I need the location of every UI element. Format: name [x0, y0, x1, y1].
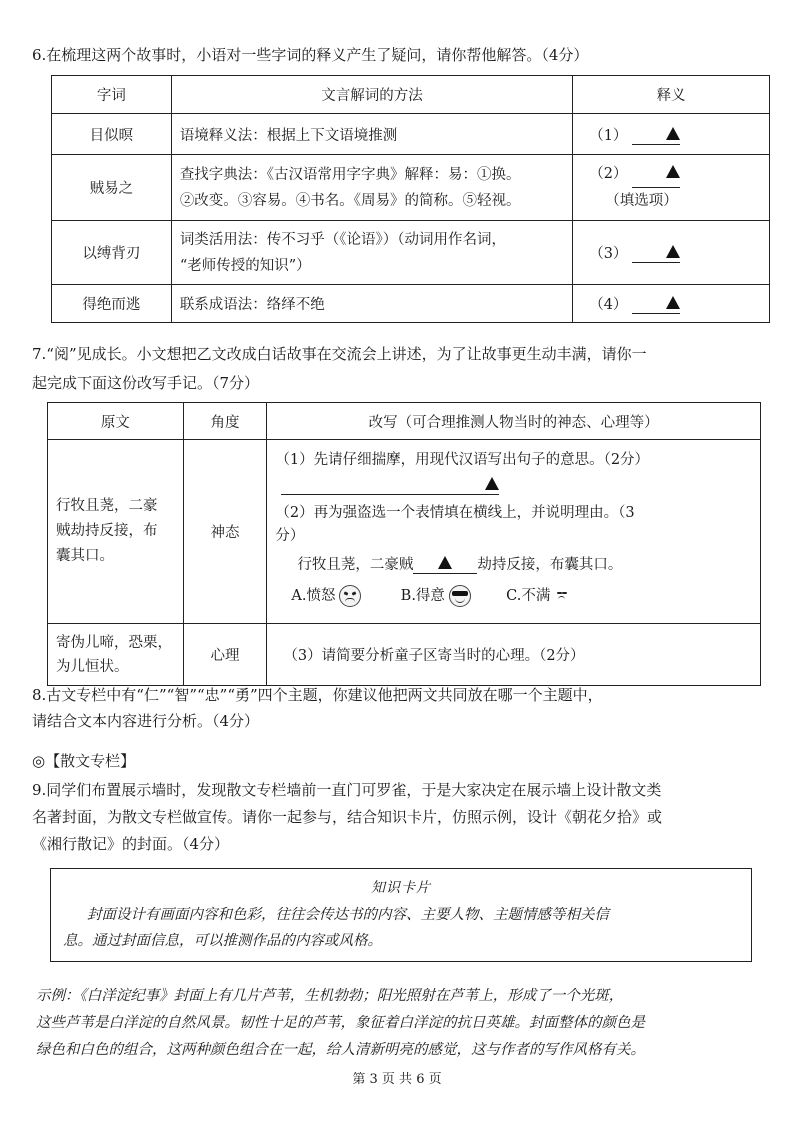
option-label: B.得意: [400, 588, 445, 604]
example-line1: 示例：《白洋淀纪事》封面上有几片芦苇，生机勃勃；阳光照射在芦苇上，形成了一个光斑，: [36, 988, 624, 1004]
q7-options: [275, 584, 752, 607]
original-text: 行牧且荛，二豪: [56, 498, 158, 514]
q7-prompt-line2: 起完成下面这份改写手记。（7分）: [32, 374, 260, 392]
table-row: [52, 114, 770, 155]
knowledge-card-line1: 封面设计有画面内容和色彩，往往会传达书的内容、主要人物、主题情感等相关信: [87, 907, 609, 923]
page-footer: 第 3 页 共 6 页: [352, 1072, 442, 1087]
sentence-after: 劫持反接，布囊其口。: [477, 557, 623, 573]
method-text: 词类活用法：传不习乎（《论语》）（动词用作名词，: [179, 231, 507, 248]
triangle-icon: [666, 245, 680, 258]
knowledge-card-line2: 息。通过封面信息，可以推测作品的内容或风格。: [63, 933, 382, 949]
answer-blank[interactable]: [632, 296, 680, 314]
section-heading: ◎【散文专栏】: [32, 752, 136, 770]
example-line2: 这些芦苇是白洋淀的自然风景。韧性十足的芦苇，象征着白洋淀的抗日英雄。封面整体的颜色是: [36, 1015, 645, 1031]
q7-angle-1: 神态: [183, 440, 267, 624]
q7-item2-line1: （2）再为强盗选一个表情填在横线上，并说明理由。（3: [275, 505, 635, 521]
q9-line3: 《湘行散记》的封面。（4分）: [32, 835, 230, 853]
q7-item1-answer-line[interactable]: [281, 477, 499, 495]
q7-header-original: 原文: [48, 403, 184, 440]
q6-answer-4: [573, 285, 770, 323]
answer-number: （3）: [589, 246, 628, 262]
q9-line2: 名著封面，为散文专栏做宣传。请你一起参与，结合知识卡片，仿照示例，设计《朝花夕拾》或: [32, 808, 663, 826]
answer-note: （填选项）: [605, 193, 678, 209]
q6-word-2: 贼易之: [52, 155, 172, 221]
example-line3: 绿色和白色的组合，这两种颜色组合在一起，给人清新明亮的感觉，这与作者的写作风格有关。: [36, 1042, 645, 1058]
triangle-icon: [485, 477, 499, 490]
option-c[interactable]: [506, 588, 570, 604]
option-a[interactable]: [291, 588, 361, 604]
q7-table: [47, 402, 761, 686]
triangle-icon: [666, 127, 680, 140]
q6-header-meaning: 释义: [573, 76, 770, 114]
knowledge-card: [50, 868, 752, 962]
table-row: [52, 221, 770, 285]
expression-blank[interactable]: [413, 556, 477, 574]
table-row: [48, 624, 761, 686]
answer-blank[interactable]: [632, 161, 680, 188]
q7-item3: （3）请简要分析童子区寄当时的心理。（2分）: [267, 624, 761, 686]
smug-face-icon: [449, 585, 471, 607]
q6-prompt: 6.在梳理这两个故事时，小语对一些字词的释义产生了疑问，请你帮他解答。（4分）: [32, 46, 589, 64]
unhappy-face-icon: [554, 588, 570, 604]
q7-original-2: [48, 624, 184, 686]
q6-method-1: [171, 114, 572, 155]
original-text: 寄伪儿啼，恐栗，: [56, 634, 172, 651]
q6-word-1: 目似暝: [52, 114, 172, 155]
triangle-icon: [666, 165, 680, 178]
q6-answer-1: [573, 114, 770, 155]
q6-word-4: 得绝而逃: [52, 285, 172, 323]
method-text: “老师传授的知识”）: [179, 257, 311, 274]
q7-angle-2: 心理: [183, 624, 267, 686]
option-label: A.愤怒: [291, 588, 336, 604]
q8-line1: 8.古文专栏中有“仁”“智”“忠”“勇”四个主题，你建议他把两文共同放在哪一个主题中，: [32, 686, 603, 704]
triangle-icon: [666, 296, 680, 309]
q7-original-1: [48, 440, 184, 624]
q6-answer-3: [573, 221, 770, 285]
q6-word-3: 以缚背刃: [52, 221, 172, 285]
q6-method-4: [171, 285, 572, 323]
q7-header-rewrite: 改写（可合理推测人物当时的神态、心理等）: [267, 403, 761, 440]
original-text: 为儿恒状。: [56, 658, 129, 675]
method-text: ②改变。③容易。④书名。《周易》的简称。⑤轻视。: [179, 192, 521, 209]
original-text: 囊其口。: [56, 548, 114, 564]
method-text: 查找字典法：《古汉语常用字字典》解释：易：①换。: [179, 166, 521, 183]
answer-blank[interactable]: [632, 245, 680, 263]
angry-face-icon: [339, 585, 361, 607]
knowledge-card-title: 知识卡片: [371, 880, 431, 896]
q6-answer-2: [573, 155, 770, 221]
answer-blank[interactable]: [632, 127, 680, 145]
q6-table: [51, 75, 770, 323]
table-row: [52, 155, 770, 221]
q6-header-method: 文言解词的方法: [171, 76, 572, 114]
q6-header-word: 字词: [52, 76, 172, 114]
option-b[interactable]: [401, 588, 471, 604]
method-text: 联系成语法：络绎不绝: [179, 297, 325, 313]
q7-item2-line2: 分）: [275, 528, 305, 544]
q9-line1: 9.同学们布置展示墙时，发现散文专栏墙前一直门可罗雀，于是大家决定在展示墙上设计散文类: [32, 781, 662, 799]
original-text: 贼劫持反接，布: [56, 523, 158, 539]
triangle-icon: [438, 556, 452, 569]
q6-method-3: [171, 221, 572, 285]
q8-line2: 请结合文本内容进行分析。（4分）: [32, 712, 260, 730]
q7-item1: （1）先请仔细揣摩，用现代汉语写出句子的意思。（2分）: [275, 452, 650, 468]
q7-rewrite-1: [267, 440, 761, 624]
option-label: C.不满: [506, 588, 551, 604]
q7-header-angle: 角度: [183, 403, 267, 440]
answer-number: （4）: [589, 297, 628, 313]
q7-sentence: [275, 553, 752, 574]
sentence-before: 行牧且荛，二豪贼: [297, 557, 414, 573]
table-row: [48, 440, 761, 624]
answer-number: （1）: [589, 127, 628, 144]
answer-number: （2）: [589, 166, 628, 182]
q7-prompt-line1: 7.“阅”见成长。小文想把乙文改成白话故事在交流会上讲述，为了让故事更生动丰满，请你一: [32, 345, 647, 363]
method-text: 语境释义法：根据上下文语境推测: [179, 127, 398, 144]
q6-method-2: [171, 155, 572, 221]
table-row: [52, 285, 770, 323]
